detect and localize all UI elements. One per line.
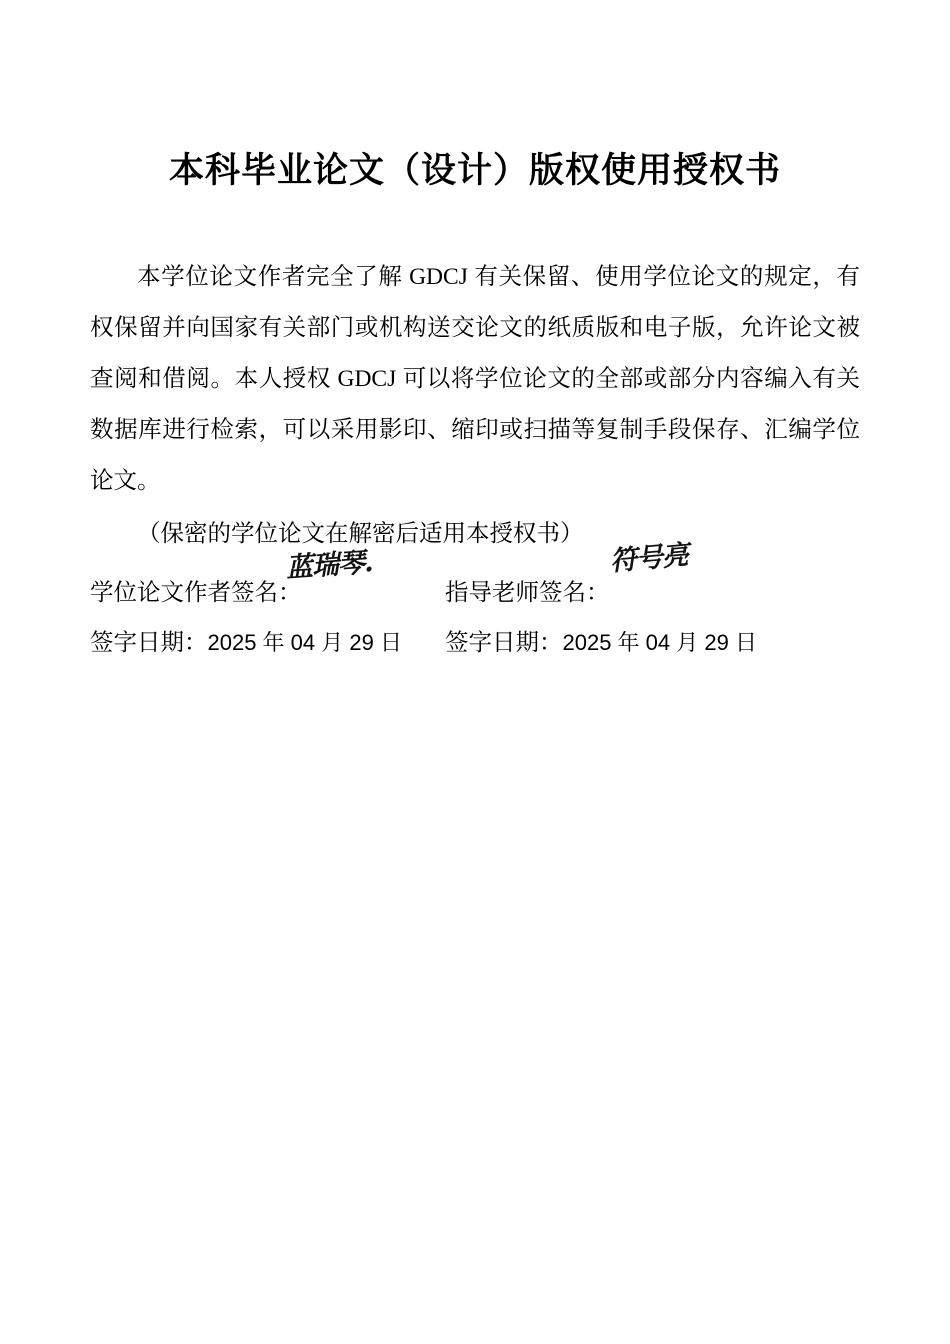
author-signature-group [90,546,445,616]
signature-names-row [90,539,860,616]
signature-block [90,539,860,666]
author-date-label: 签字日期： [90,629,208,656]
advisor-date-group [445,620,757,666]
author-date-group [90,620,445,666]
signature-dates-row [90,620,860,666]
page-title: 本科毕业论文（设计）版权使用授权书 [168,151,781,190]
advisor-date-label: 签字日期： [445,629,563,656]
advisor-signature-handwriting: 符号亮 [608,539,690,577]
paragraph-authorization: 本学位论文作者完全了解 GDCJ 有关保留、使用学位论文的规定，有权保留并向国家有关部门或机构送交论文的纸质版和电子版，允许论文被查阅和借阅。本人授权 GDCJ 可以将学位论文的全部或部分内容编入有关数据库进行检索，可以采用影印、缩印或扫描等复制手段保存、汇编学位论文。 [90,263,860,494]
author-date-value: 2025 年 04 月 29 日 [207,629,402,655]
advisor-signature-label: 指导老师签名： [445,579,610,606]
author-signature-label: 学位论文作者签名： [90,579,302,606]
advisor-signature-group [445,539,690,616]
advisor-date-value: 2025 年 04 月 29 日 [562,629,757,655]
author-signature-handwriting: 蓝瑞琴. [284,546,374,584]
paragraph-confidential-note: （保密的学位论文在解密后适用本授权书） [137,520,584,547]
document-body [90,252,860,560]
